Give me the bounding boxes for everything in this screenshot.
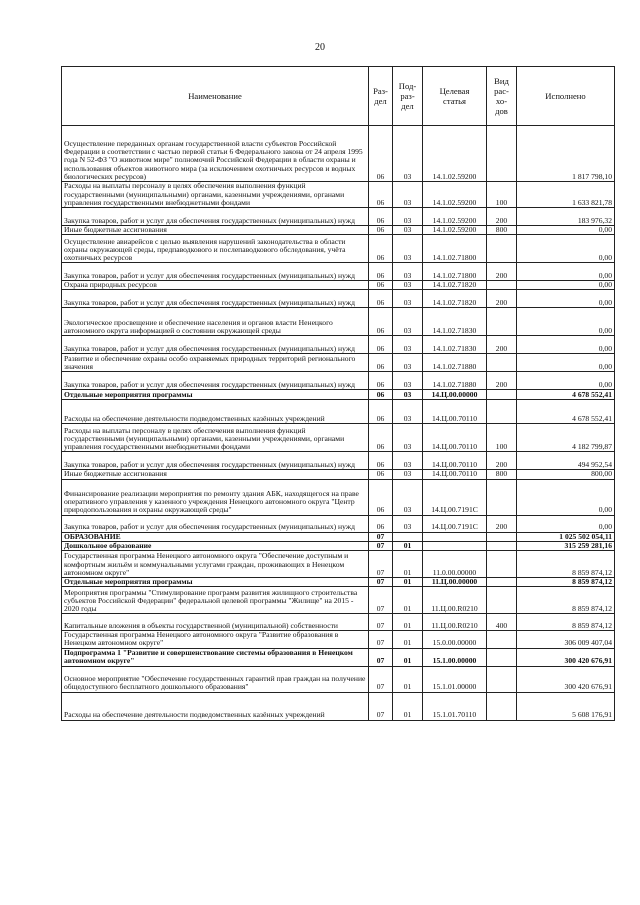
table-row (62, 290, 615, 308)
row-executed-amount: 4 678 552,41 (517, 390, 615, 400)
row-expense-kind (487, 666, 517, 692)
header-name: Наименование (62, 67, 369, 126)
header-section: Раз- дел (369, 67, 393, 126)
table-row (62, 372, 615, 390)
row-section: 07 (369, 648, 393, 666)
row-subsection: 01 (393, 541, 423, 550)
table-row (62, 470, 615, 479)
row-expense-kind (487, 578, 517, 587)
row-expense-kind: 200 (487, 263, 517, 281)
row-subsection: 03 (393, 290, 423, 308)
row-subsection: 03 (393, 400, 423, 424)
row-target-article: 14.1.02.59200 (423, 182, 487, 208)
row-section: 06 (369, 126, 393, 182)
row-executed-amount: 0,00 (517, 479, 615, 515)
table-row (62, 354, 615, 372)
row-subsection: 03 (393, 126, 423, 182)
row-name: Основное мероприятие "Обеспечение государственных гарантий прав граждан на получение общедоступного бесплатного дошкольного образования" (62, 666, 369, 692)
row-target-article: 14.Ц.00.70110 (423, 400, 487, 424)
row-expense-kind (487, 587, 517, 614)
row-section: 07 (369, 532, 393, 541)
row-expense-kind (487, 648, 517, 666)
table-row (62, 281, 615, 290)
row-target-article: 14.Ц.00.70110 (423, 470, 487, 479)
table-row (62, 648, 615, 666)
row-section: 06 (369, 390, 393, 400)
row-subsection: 03 (393, 263, 423, 281)
row-name: Государственная программа Ненецкого автономного округа "Обеспечение доступным и комфортным жильём и коммунальными услугами граждан, проживающих в Ненецком автономном округе" (62, 551, 369, 578)
row-expense-kind: 200 (487, 372, 517, 390)
row-name: Иные бюджетные ассигнования (62, 226, 369, 235)
row-name: Закупка товаров, работ и услуг для обеспечения государственных (муниципальных) нужд (62, 336, 369, 354)
page-number: 20 (315, 42, 325, 53)
row-subsection: 01 (393, 587, 423, 614)
row-target-article: 11.Ц.00.R0210 (423, 587, 487, 614)
table-row (62, 578, 615, 587)
row-section: 07 (369, 614, 393, 631)
row-section: 06 (369, 372, 393, 390)
row-subsection: 01 (393, 614, 423, 631)
row-name: Мероприятия программы "Стимулирование программ развития жилищного строительства субъектов Российской Федерации" федеральной целевой программы "Жилище" на 2015 - 2020 годы (62, 587, 369, 614)
row-target-article: 14.1.02.59200 (423, 208, 487, 226)
row-executed-amount: 0,00 (517, 263, 615, 281)
row-subsection: 01 (393, 648, 423, 666)
row-executed-amount: 0,00 (517, 226, 615, 235)
row-target-article: 14.Ц.00.00000 (423, 390, 487, 400)
row-section: 07 (369, 692, 393, 720)
row-target-article: 15.0.00.00000 (423, 631, 487, 648)
row-executed-amount: 1 025 502 054,11 (517, 532, 615, 541)
row-name: Иные бюджетные ассигнования (62, 470, 369, 479)
row-subsection: 03 (393, 226, 423, 235)
row-subsection: 03 (393, 372, 423, 390)
table-row (62, 452, 615, 470)
row-name: Отдельные мероприятия программы (62, 578, 369, 587)
row-name: Отдельные мероприятия программы (62, 390, 369, 400)
row-target-article: 14.1.02.59200 (423, 126, 487, 182)
row-subsection: 01 (393, 578, 423, 587)
row-section: 06 (369, 208, 393, 226)
row-section: 06 (369, 263, 393, 281)
row-expense-kind: 200 (487, 208, 517, 226)
row-section: 06 (369, 235, 393, 263)
row-subsection: 03 (393, 515, 423, 532)
row-subsection: 01 (393, 666, 423, 692)
row-section: 06 (369, 354, 393, 372)
table-header-row (62, 67, 615, 126)
row-subsection: 03 (393, 308, 423, 336)
row-expense-kind (487, 692, 517, 720)
row-executed-amount: 0,00 (517, 290, 615, 308)
row-name: Охрана природных ресурсов (62, 281, 369, 290)
row-name: Осуществление авиарейсов с целью выявления нарушений законодательства в области охраны окружающей среды, предпаводкового и послепаводкового обследования, учёта охотничьих ресурсов (62, 235, 369, 263)
table-row (62, 235, 615, 263)
row-subsection: 03 (393, 208, 423, 226)
row-executed-amount: 183 976,32 (517, 208, 615, 226)
row-target-article: 15.1.01.00000 (423, 666, 487, 692)
row-subsection: 03 (393, 424, 423, 452)
row-target-article: 15.1.01.70110 (423, 692, 487, 720)
row-section: 06 (369, 182, 393, 208)
row-expense-kind: 200 (487, 515, 517, 532)
table-row (62, 551, 615, 578)
row-expense-kind (487, 390, 517, 400)
table-row (62, 532, 615, 541)
row-executed-amount: 800,00 (517, 470, 615, 479)
row-subsection: 03 (393, 281, 423, 290)
row-target-article: 14.1.02.71800 (423, 235, 487, 263)
row-expense-kind: 200 (487, 336, 517, 354)
row-name: Государственная программа Ненецкого автономного округа "Развитие образования в Ненецком автономном округе" (62, 631, 369, 648)
row-name: ОБРАЗОВАНИЕ (62, 532, 369, 541)
row-executed-amount: 0,00 (517, 354, 615, 372)
row-name: Закупка товаров, работ и услуг для обеспечения государственных (муниципальных) нужд (62, 452, 369, 470)
row-executed-amount: 8 859 874,12 (517, 578, 615, 587)
row-name: Закупка товаров, работ и услуг для обеспечения государственных (муниципальных) нужд (62, 263, 369, 281)
row-name: Расходы на выплаты персоналу в целях обеспечения выполнения функций государственными (муниципальными) органами, казенными учреждениями, органами управления государственными внебюджетными фондами (62, 424, 369, 452)
row-section: 06 (369, 226, 393, 235)
row-name: Финансирование реализации мероприятия по ремонту здания АБК, находящегося на праве оперативного управления у казенного учреждения Ненецкого автономного округа "Центр природопользования и охраны окружающей среды" (62, 479, 369, 515)
table-row (62, 308, 615, 336)
row-executed-amount: 4 182 799,87 (517, 424, 615, 452)
row-executed-amount: 0,00 (517, 372, 615, 390)
row-name: Расходы на обеспечение деятельности подведомственных казённых учреждений (62, 400, 369, 424)
row-subsection: 03 (393, 470, 423, 479)
table-row (62, 182, 615, 208)
row-section: 06 (369, 308, 393, 336)
row-expense-kind (487, 541, 517, 550)
row-target-article: 14.1.02.71880 (423, 372, 487, 390)
table-row (62, 587, 615, 614)
row-executed-amount: 5 608 176,91 (517, 692, 615, 720)
row-subsection: 03 (393, 390, 423, 400)
row-expense-kind: 800 (487, 226, 517, 235)
row-subsection: 01 (393, 692, 423, 720)
row-name: Капитальные вложения в объекты государственной (муниципальной) собственности (62, 614, 369, 631)
row-section: 06 (369, 515, 393, 532)
row-expense-kind: 100 (487, 424, 517, 452)
row-subsection (393, 532, 423, 541)
row-target-article: 14.1.02.71820 (423, 281, 487, 290)
row-name: Расходы на обеспечение деятельности подведомственных казённых учреждений (62, 692, 369, 720)
row-target-article (423, 532, 487, 541)
row-subsection: 03 (393, 452, 423, 470)
row-section: 06 (369, 424, 393, 452)
table-row (62, 263, 615, 281)
row-target-article: 14.1.02.59200 (423, 226, 487, 235)
table-row (62, 479, 615, 515)
row-expense-kind: 200 (487, 452, 517, 470)
row-name: Расходы на выплаты персоналу в целях обеспечения выполнения функций государственными (муниципальными) органами, казенными учреждениями, органами управления государственными внебюджетными фондами (62, 182, 369, 208)
row-name: Экологическое просвещение и обеспечение населения и органов власти Ненецкого автономного округа информацией о состоянии окружающей среды (62, 308, 369, 336)
row-section: 06 (369, 336, 393, 354)
row-target-article: 11.Ц.00.R0210 (423, 614, 487, 631)
row-expense-kind (487, 551, 517, 578)
row-expense-kind (487, 631, 517, 648)
table-row (62, 692, 615, 720)
row-target-article: 11.Ц.00.00000 (423, 578, 487, 587)
row-section: 07 (369, 551, 393, 578)
budget-execution-table (61, 66, 615, 721)
table-row (62, 614, 615, 631)
row-name: Закупка товаров, работ и услуг для обеспечения государственных (муниципальных) нужд (62, 208, 369, 226)
row-subsection: 03 (393, 336, 423, 354)
row-subsection: 03 (393, 182, 423, 208)
table-row (62, 208, 615, 226)
row-target-article: 15.1.00.00000 (423, 648, 487, 666)
row-expense-kind: 100 (487, 182, 517, 208)
row-expense-kind: 800 (487, 470, 517, 479)
row-target-article: 14.1.02.71830 (423, 308, 487, 336)
row-target-article: 14.Ц.00.70110 (423, 424, 487, 452)
table-row (62, 515, 615, 532)
table-row (62, 390, 615, 400)
row-name: Подпрограмма 1 "Развитие и совершенствование системы образования в Ненецком автономном округе" (62, 648, 369, 666)
row-executed-amount: 1 633 821,78 (517, 182, 615, 208)
row-subsection: 03 (393, 479, 423, 515)
row-name: Закупка товаров, работ и услуг для обеспечения государственных (муниципальных) нужд (62, 515, 369, 532)
row-executed-amount: 0,00 (517, 308, 615, 336)
row-name: Закупка товаров, работ и услуг для обеспечения государственных (муниципальных) нужд (62, 290, 369, 308)
row-target-article: 11.0.00.00000 (423, 551, 487, 578)
row-expense-kind: 400 (487, 614, 517, 631)
row-target-article: 14.Ц.00.7191С (423, 515, 487, 532)
row-executed-amount: 0,00 (517, 515, 615, 532)
table-row (62, 541, 615, 550)
row-expense-kind (487, 354, 517, 372)
table-row (62, 666, 615, 692)
row-section: 07 (369, 587, 393, 614)
table-row (62, 400, 615, 424)
row-target-article: 14.Ц.00.7191С (423, 479, 487, 515)
row-target-article: 14.1.02.71800 (423, 263, 487, 281)
header-target-article: Целевая статья (423, 67, 487, 126)
row-subsection: 03 (393, 235, 423, 263)
row-section: 06 (369, 290, 393, 308)
row-executed-amount: 0,00 (517, 281, 615, 290)
row-executed-amount: 494 952,54 (517, 452, 615, 470)
row-target-article: 14.1.02.71830 (423, 336, 487, 354)
row-executed-amount: 8 859 874,12 (517, 614, 615, 631)
row-executed-amount: 300 420 676,91 (517, 648, 615, 666)
row-executed-amount: 4 678 552,41 (517, 400, 615, 424)
row-subsection: 03 (393, 354, 423, 372)
row-section: 07 (369, 631, 393, 648)
row-name: Осуществление переданных органам государственной власти субъектов Российской Федерации в соответствии с частью первой статьи 6 Федерального закона от 24 апреля 1995 года N 52-ФЗ "О животном мире" полномочий Российской Федерации в области охраны и использования объектов животного мира (за исключением охотничьих ресурсов и водных биологических ресурсов) (62, 126, 369, 182)
row-executed-amount: 315 259 281,16 (517, 541, 615, 550)
header-expense-kind: Вид рас- хо- дов (487, 67, 517, 126)
row-section: 06 (369, 479, 393, 515)
row-section: 06 (369, 400, 393, 424)
row-target-article: 14.1.02.71880 (423, 354, 487, 372)
row-expense-kind (487, 308, 517, 336)
header-executed: Исполнено (517, 67, 615, 126)
row-subsection: 01 (393, 551, 423, 578)
row-section: 06 (369, 281, 393, 290)
row-target-article: 14.Ц.00.70110 (423, 452, 487, 470)
row-expense-kind (487, 235, 517, 263)
table-row (62, 336, 615, 354)
table-row (62, 424, 615, 452)
row-expense-kind (487, 126, 517, 182)
row-section: 07 (369, 578, 393, 587)
table-row (62, 126, 615, 182)
table-row (62, 631, 615, 648)
row-section: 07 (369, 541, 393, 550)
row-subsection: 01 (393, 631, 423, 648)
row-name: Развитие и обеспечение охраны особо охраняемых природных территорий регионального значения (62, 354, 369, 372)
row-expense-kind (487, 281, 517, 290)
row-name: Закупка товаров, работ и услуг для обеспечения государственных (муниципальных) нужд (62, 372, 369, 390)
table-row (62, 226, 615, 235)
row-section: 06 (369, 452, 393, 470)
row-executed-amount: 300 420 676,91 (517, 666, 615, 692)
row-executed-amount: 8 859 874,12 (517, 587, 615, 614)
row-target-article: 14.1.02.71820 (423, 290, 487, 308)
row-expense-kind: 200 (487, 290, 517, 308)
row-section: 07 (369, 666, 393, 692)
row-name: Дошкольное образование (62, 541, 369, 550)
row-executed-amount: 8 859 874,12 (517, 551, 615, 578)
row-expense-kind (487, 479, 517, 515)
row-section: 06 (369, 470, 393, 479)
row-expense-kind (487, 532, 517, 541)
row-executed-amount: 0,00 (517, 235, 615, 263)
row-executed-amount: 306 009 407,04 (517, 631, 615, 648)
row-target-article (423, 541, 487, 550)
row-executed-amount: 1 817 798,10 (517, 126, 615, 182)
header-subsection: Под- раз- дел (393, 67, 423, 126)
row-executed-amount: 0,00 (517, 336, 615, 354)
row-expense-kind (487, 400, 517, 424)
